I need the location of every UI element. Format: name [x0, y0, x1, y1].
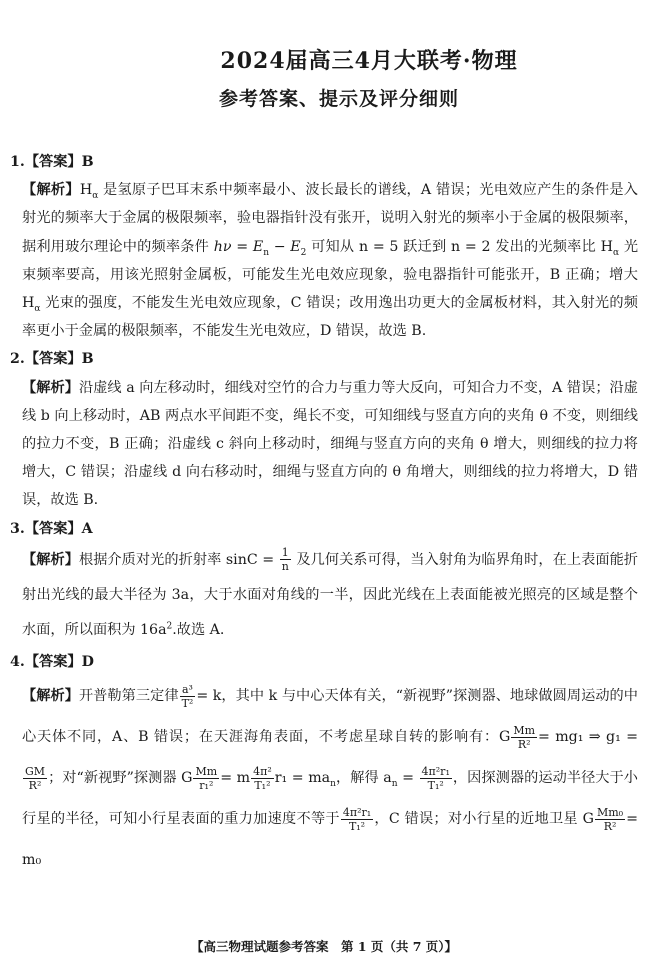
q4-text: ，C 错误；对小行星的近地卫星 G — [374, 811, 594, 828]
fraction-numerator: 4π²r₁ — [421, 764, 450, 778]
q4-answer: D — [81, 653, 94, 670]
fraction-numerator: 4π²r₁ — [342, 805, 372, 819]
fraction-denominator: R² — [603, 819, 617, 833]
q4-analysis — [10, 676, 638, 881]
analysis-tag: 【解析】 — [22, 182, 80, 199]
q4-fraction — [341, 806, 373, 833]
q4-fraction — [595, 806, 625, 833]
fraction-numerator: 1 — [280, 546, 291, 560]
fraction-denominator: r₁² — [199, 778, 214, 792]
q3-text: 及几何关系可得，当入射角为临界角时，在上表面能折射出光线的最大半径为 3a，大于水面对角线的一半，因此光线在上表面能被光照亮的区域是整个水面，所以面积为 16a — [22, 551, 638, 638]
q4-text: ；对“新视野”探测器 G — [48, 770, 193, 787]
analysis-tag: 【解析】 — [22, 551, 79, 568]
fraction-numerator: 4π² — [253, 764, 272, 778]
fraction-numerator: Mm₀ — [596, 805, 624, 819]
q1-sub: α — [34, 303, 41, 314]
q3-analysis — [10, 543, 638, 648]
q4-number: 4. — [10, 653, 25, 670]
q1-formula: − E — [269, 238, 301, 255]
analysis-tag: 【解析】 — [22, 379, 79, 396]
q1-formula: hν = E — [213, 238, 264, 255]
analysis-tag: 【解析】 — [22, 688, 79, 705]
q4-fraction — [180, 683, 196, 710]
q4-text: ，解得 a — [335, 770, 392, 787]
q4-text: r₁ = ma — [274, 770, 331, 787]
q1-text: 光束频率要高，用该光照射金属板，可能发生光电效应现象，验电器指针可能张开，B 正确；增大 H — [22, 238, 639, 312]
q3-answer: A — [81, 520, 93, 537]
q2-analysis — [10, 374, 638, 515]
q3-number: 3. — [10, 520, 25, 537]
q2-answer-line — [10, 345, 638, 373]
answer-tag: 【答案】 — [24, 653, 82, 670]
q4-text: 开普勒第三定律 — [78, 688, 179, 705]
q1-text: 是氢原子巴耳末系中频率最小、波长最长的谱线，A 错误；光电效应产生的条件是入射光的频率大于金属的极限频率，验电器指针没有张开，说明入射光的频率小于金属的极限频率，据利用玻尔理论中的频率条件 — [22, 182, 638, 255]
answer-tag: 【答案】 — [24, 351, 82, 368]
q3-answer-line — [10, 515, 638, 543]
q1-answer-line — [10, 148, 638, 176]
fraction-denominator: T² — [181, 696, 194, 710]
q2-answer: B — [81, 351, 94, 368]
q1-text: 可知从 n = 5 跃迁到 n = 2 发出的光频率比 H — [306, 238, 614, 255]
fraction-numerator: GM — [25, 764, 46, 778]
page-subtitle: 参考答案、提示及评分细则 — [218, 88, 459, 110]
q4-sub: n — [330, 778, 336, 789]
q4-text: = k，其中 k 与中心天体有关，“新视野”探测器、地球做圆周运动的中心天体不同，A、B 错误；在天涯海角表面，不考虑星球自转的影响有：G — [22, 688, 638, 746]
fraction-denominator: R² — [28, 778, 42, 792]
q4-text: = — [397, 770, 419, 787]
q4-text: = m₀ — [22, 811, 638, 869]
q4-answer-line — [10, 648, 638, 676]
q4-fraction — [23, 765, 47, 792]
q3-text: 根据介质对光的折射率 sinC = — [78, 551, 279, 568]
page-footer: 【高三物理试题参考答案 第 1 页（共 7 页）】 — [190, 939, 458, 954]
answer-tag: 【答案】 — [24, 154, 82, 170]
q4-fraction — [420, 765, 452, 792]
q3-text: .故选 A. — [172, 621, 225, 638]
q4-fraction — [511, 724, 537, 751]
page-title: 2024届高三4月大联考·物理 — [220, 48, 518, 74]
q1-sub: n — [263, 247, 269, 258]
fraction-denominator: R² — [517, 737, 531, 751]
q2-number: 2. — [10, 351, 25, 368]
q1-analysis — [10, 176, 638, 345]
fraction-numerator: Mm — [195, 764, 218, 778]
q2-text: 沿虚线 a 向左移动时，细线对空竹的合力与重力等大反向，可知合力不变，A 错误；沿虚线 b 向上移动时，AB 两点水平间距不变，绳长不变，可知细线与竖直方向的夹角 θ 不变，则细线的拉力不变，B 正确；沿虚线 c 斜向上移动时，细绳与竖直方向的夹角 θ 增大，则细线的拉力将增大，C 错误；沿虚线 d 向右移动时，细绳与竖直方向的 θ 角增大，则细线的拉力将增大，D 错误，故选 B. — [22, 379, 638, 509]
fraction-denominator: n — [281, 560, 289, 574]
q4-text: = mg₁ ⇒ g₁ = — [538, 729, 638, 746]
q1-text: H — [79, 182, 93, 199]
fraction-numerator: Mm — [513, 723, 536, 737]
answer-content — [10, 148, 638, 881]
q3-sup: 2 — [166, 621, 173, 632]
q1-sub: α — [613, 247, 620, 258]
q1-text: 光束的强度，不能发生光电效应现象，C 错误；改用逸出功更大的金属板材料，其入射光的频率更小于金属的极限频率，不能发生光电效应，D 错误，故选 B. — [22, 295, 638, 340]
q3-fraction — [280, 546, 291, 573]
q1-answer: B — [81, 154, 94, 170]
fraction-numerator: a³ — [180, 683, 196, 697]
q4-text: ，因探测器的运动半径大于小行星的半径，可知小行星表面的重力加速度不等于 — [22, 770, 638, 828]
fraction-denominator: T₁² — [254, 778, 271, 792]
q4-sub: n — [391, 778, 398, 789]
answer-tag: 【答案】 — [24, 520, 82, 537]
q1-sub: 2 — [300, 247, 307, 258]
fraction-denominator: T₁² — [427, 778, 444, 792]
q1-sub: α — [92, 191, 99, 202]
fraction-denominator: T₁² — [348, 819, 366, 833]
q4-fraction — [193, 765, 219, 792]
q4-fraction — [251, 765, 274, 792]
q1-number: 1. — [10, 154, 25, 170]
q4-text: = m — [220, 770, 251, 787]
